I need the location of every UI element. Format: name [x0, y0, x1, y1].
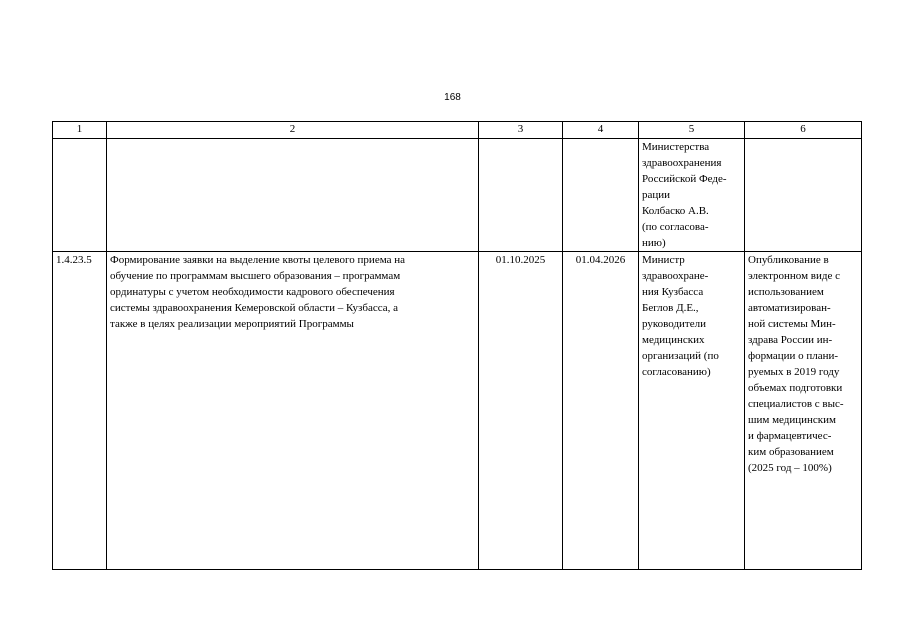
column-number-row: [53, 122, 862, 139]
row-end-date: 01.04.2026: [563, 252, 639, 570]
plan-table: [52, 121, 862, 570]
cont-cell-end-date: [563, 139, 639, 252]
column-header-5: 5: [639, 122, 745, 139]
column-header-3: 3: [479, 122, 563, 139]
table-row: [53, 252, 862, 570]
row-result: Опубликование в электронном виде с использованием автоматизирован- ной системы Мин- здрава России ин- формации о плани- руемых в 2019 году объемах подготовки специалистов с выс- шим медицинским и фармацевтичес- ким образованием (2025 год – 100%): [745, 252, 862, 570]
page-number: 168: [444, 92, 461, 103]
row-description: Формирование заявки на выделение квоты целевого приема на обучение по программам высшего образования – программам ординатуры с учетом необходимости кадрового обеспечения системы здравоохранения Кемеровской области – Кузбасса, а также в целях реализации мероприятий Программы: [107, 252, 479, 570]
row-responsible: Министр здравоохране- ния Кузбасса Беглов Д.Е., руководители медицинских организаций (по согласованию): [639, 252, 745, 570]
cont-cell-start-date: [479, 139, 563, 252]
row-number: 1.4.23.5: [53, 252, 107, 570]
row-start-date: 01.10.2025: [479, 252, 563, 570]
column-header-6: 6: [745, 122, 862, 139]
cont-cell-result: [745, 139, 862, 252]
cont-cell-number: [53, 139, 107, 252]
column-header-1: 1: [53, 122, 107, 139]
table-row-continuation: [53, 139, 862, 252]
column-header-4: 4: [563, 122, 639, 139]
column-header-2: 2: [107, 122, 479, 139]
cont-cell-description: [107, 139, 479, 252]
cont-cell-responsible: Министерства здравоохранения Российской Феде- рации Колбаско А.В. (по согласова- нию): [639, 139, 745, 252]
